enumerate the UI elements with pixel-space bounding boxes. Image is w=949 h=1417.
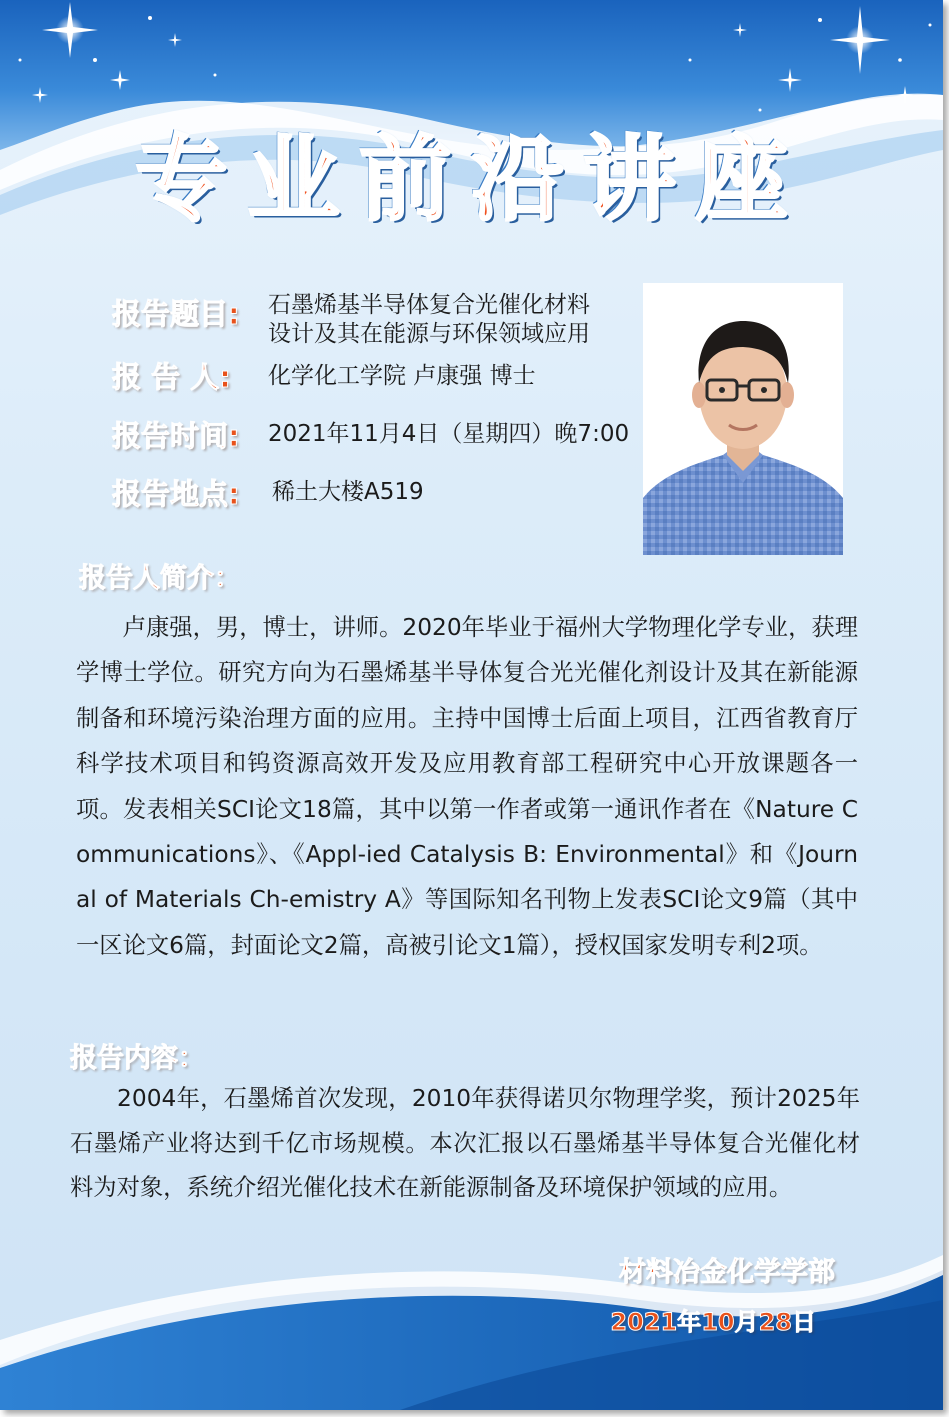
topic-label: 报告题目: — [112, 297, 240, 331]
bio-text: 卢康强，男，博士，讲师。2020年毕业于福州大学物理化学专业，获理学博士学位。研究方向为石墨烯基半导体复合光光催化剂设计及其在新能源制备和环境污染治理方面的应用。主持中国博士后面上项目，江西省教育厅科学技术项目和钨资源高效开发及应用教育部工程研究中心开放课题各一项。发表相关SCI论文18篇，其中以第一作者或第一通讯作者在《Nature Communications》、《Appl-ied Catalysis B: Environmental》和《Journal of Materials Ch-emistry A》等国际知名刊物上发表SCI论文9篇（其中一区论文6篇，封面论文2篇，高被引论文1篇），授权国家发明专利2项。 — [76, 614, 858, 959]
speaker-label: 报 告 人: — [112, 360, 231, 394]
place-value: 稀土大楼A519 — [272, 479, 424, 505]
place-label: 报告地点: — [112, 477, 240, 511]
content-heading: 报告内容： — [70, 1043, 205, 1074]
speaker-portrait-image — [643, 283, 843, 555]
time-value: 2021年11月4日（星期四）晚7:00 — [268, 421, 630, 447]
poster-title: 专业前沿讲座 — [135, 126, 808, 233]
department-name: 材料冶金化学学部 — [619, 1257, 835, 1288]
topic-line-1: 石墨烯基半导体复合光催化材料 — [268, 292, 590, 318]
time-label: 报告时间: — [112, 419, 240, 453]
topic-line-2: 设计及其在能源与环保领域应用 — [268, 321, 590, 347]
speaker-value: 化学化工学院 卢康强 博士 — [268, 363, 536, 389]
publish-date: 2021年10月28日 — [610, 1308, 816, 1336]
speaker-photo — [643, 283, 843, 555]
content-text: 2004年，石墨烯首次发现，2010年获得诺贝尔物理学奖，预计2025年石墨烯产业将达到千亿市场规模。本次汇报以石墨烯基半导体复合光催化材料为对象，系统介绍光催化技术在新能源制备及环境保护领域的应用。 — [70, 1085, 860, 1202]
bio-heading: 报告人简介： — [79, 563, 241, 594]
